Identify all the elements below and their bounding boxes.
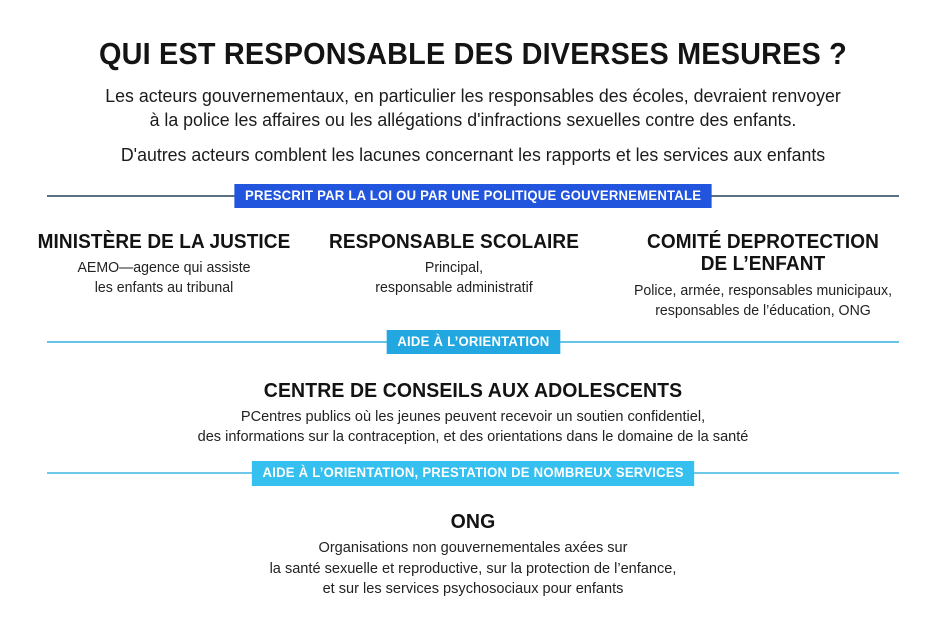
section-banner-referral-and-services: AIDE À L’ORIENTATION, PRESTATION DE NOMBREUX SERVICES [252, 461, 695, 486]
entity-child-protection-committee [598, 231, 928, 321]
entity-description [14, 407, 932, 448]
entity-description-line: des informations sur la contraception, et des orientations dans le domaine de la santé [197, 428, 749, 446]
subtitle-line-3: D'autres acteurs comblent les lacunes concernant les rapports et les services aux enfants [120, 144, 826, 166]
entity-description [318, 258, 590, 298]
entity-adolescent-counseling-center [0, 356, 946, 448]
header [0, 0, 946, 168]
entity-description-line: PCentres publics où les jeunes peuvent recevoir un soutien confidentiel, [240, 407, 706, 425]
banner-row-1 [0, 184, 946, 210]
subtitle-line-1: Les acteurs gouvernementaux, en particulier les responsables des écoles, devraient renvoyer [105, 84, 841, 106]
entity-description-line: Organisations non gouvernementales axées sur [318, 539, 628, 557]
entity-title-line: COMITÉ DEPROTECTION [647, 230, 879, 253]
entity-title: RESPONSABLE SCOLAIRE [329, 230, 579, 253]
entity-title [606, 231, 920, 276]
entity-description-line: Police, armée, responsables municipaux, [633, 282, 893, 299]
entity-ministry-of-justice [18, 231, 310, 299]
entity-description-line: responsable administratif [375, 280, 533, 297]
entity-school-official [314, 231, 594, 299]
banner-row-2 [0, 330, 946, 356]
entity-title: CENTRE DE CONSEILS AUX ADOLESCENTS [263, 378, 683, 402]
entity-description [603, 281, 923, 321]
section-banner-referral-support: AIDE À L’ORIENTATION [386, 330, 559, 355]
entity-description-line: la santé sexuelle et reproductive, sur la protection de l’enfance, [269, 559, 677, 577]
subtitle-line-2: à la police les affaires ou les allégations d'infractions sexuelles contre des enfants. [149, 108, 797, 130]
entity-title: ONG [450, 510, 496, 534]
entity-ngo [0, 487, 946, 600]
entity-columns [0, 210, 946, 321]
entity-description-line: responsables de l’éducation, ONG [655, 302, 871, 319]
banner-row-3 [0, 461, 946, 487]
entity-title: MINISTÈRE DE LA JUSTICE [37, 230, 291, 253]
entity-description [22, 258, 305, 298]
entity-description-line: et sur les services psychosociaux pour enfants [322, 580, 624, 598]
entity-description-line: Principal, [424, 260, 484, 277]
section-referral-and-services [0, 465, 946, 600]
entity-description [14, 538, 932, 600]
page-title: QUI EST RESPONSABLE DES DIVERSES MESURES ? [99, 36, 847, 71]
entity-title-line: DE L’ENFANT [700, 253, 826, 276]
section-referral-support [0, 333, 946, 448]
entity-description-line: les enfants au tribunal [94, 280, 234, 297]
section-legally-mandated [0, 187, 946, 321]
subtitle-block [0, 84, 946, 168]
section-banner-legally-mandated: PRESCRIT PAR LA LOI OU PAR UNE POLITIQUE GOUVERNEMENTALE [234, 184, 712, 209]
entity-description-line: AEMO—agence qui assiste [77, 260, 251, 277]
